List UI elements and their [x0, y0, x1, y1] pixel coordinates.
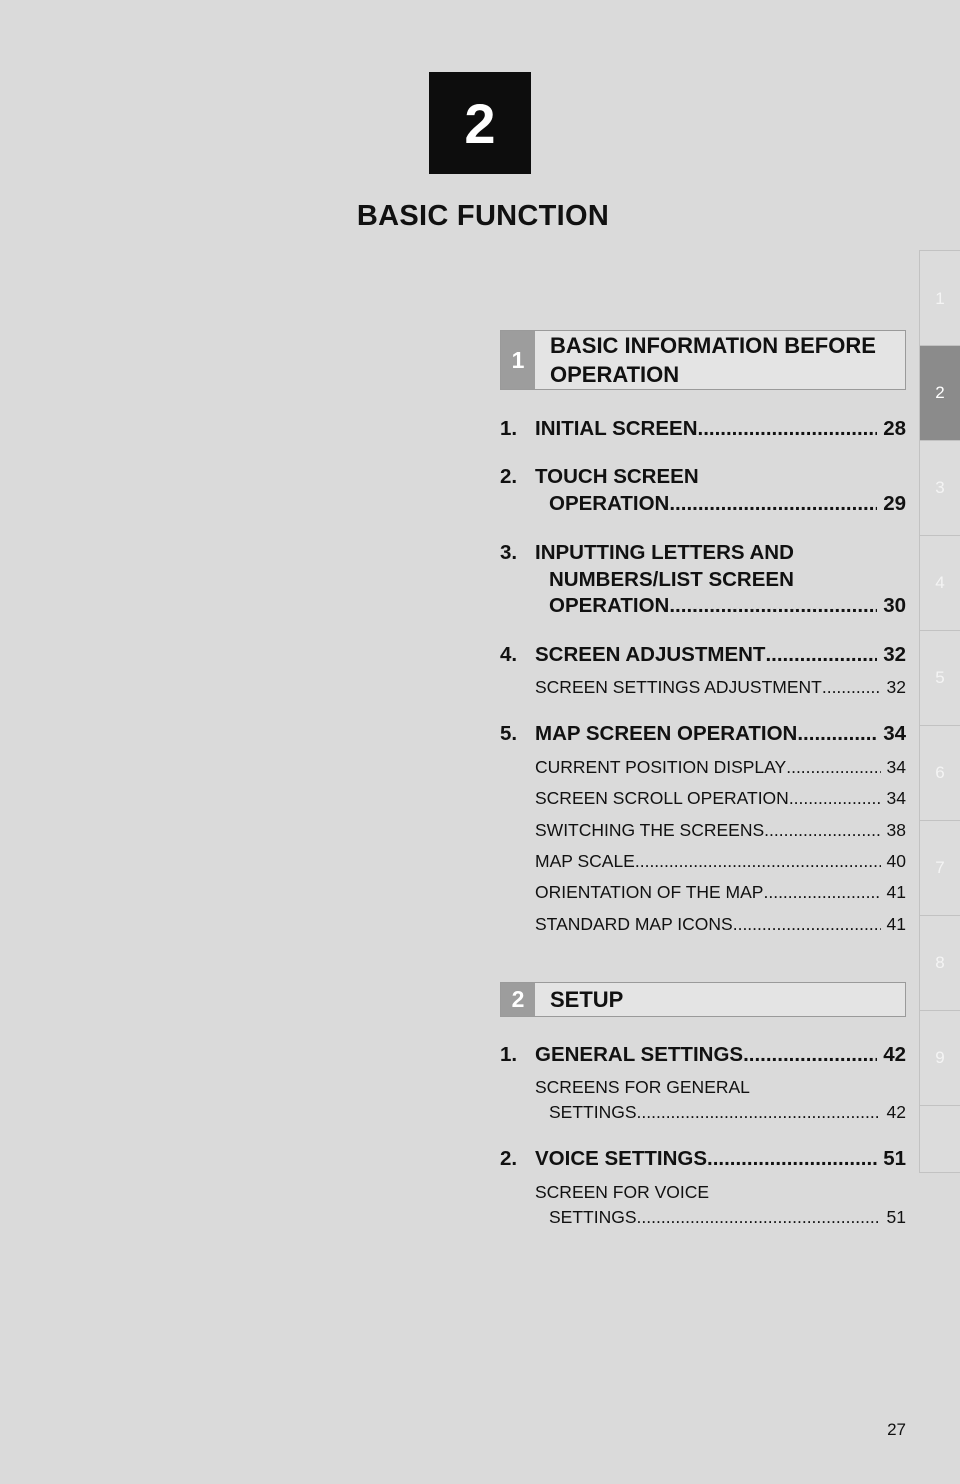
tab-chapter-9[interactable]: 9 — [919, 1010, 960, 1105]
section-header-1 — [500, 330, 906, 390]
page-number: 27 — [887, 1420, 906, 1439]
toc-subentry[interactable]: SCREEN SCROLL OPERATION ..... 34 — [535, 786, 906, 811]
toc-entry[interactable]: 3. INPUTTING LETTERS AND NUMBERS/LIST SCREEN OPERATION ..... 30 — [500, 540, 906, 620]
toc-entry[interactable]: 4. SCREEN ADJUSTMENT ..... 32 — [500, 642, 906, 669]
toc-entry[interactable]: 2. TOUCH SCREEN OPERATION ..... 29 — [500, 464, 906, 517]
toc-entry[interactable]: 2. VOICE SETTINGS ..... 51 — [500, 1146, 906, 1173]
toc-subentry[interactable]: SCREEN FOR VOICE SETTINGS ..... 51 — [535, 1180, 906, 1230]
section-title: BASIC INFORMATION BEFORE OPERATION — [550, 333, 876, 387]
tab-chapter-4[interactable]: 4 — [919, 535, 960, 630]
chapter-tabs — [919, 250, 960, 1173]
chapter-title: BASIC FUNCTION — [356, 200, 610, 232]
section-header-2 — [500, 982, 906, 1017]
toc-entry[interactable]: 1. GENERAL SETTINGS ..... 42 — [500, 1042, 906, 1069]
toc-subentry[interactable]: MAP SCALE ..... 40 — [535, 849, 906, 874]
toc-subentry[interactable]: CURRENT POSITION DISPLAY ..... 34 — [535, 755, 906, 780]
tab-chapter-8[interactable]: 8 — [919, 915, 960, 1010]
section-number: 2 — [501, 983, 535, 1016]
section-number: 1 — [501, 331, 535, 389]
tab-chapter-5[interactable]: 5 — [919, 630, 960, 725]
chapter-number: 2 — [464, 91, 496, 155]
tab-chapter-1[interactable]: 1 — [919, 250, 960, 345]
tab-chapter-7[interactable]: 7 — [919, 820, 960, 915]
section-title: SETUP — [550, 987, 624, 1012]
tab-chapter-2[interactable]: 2 — [919, 345, 960, 440]
tab-chapter-3[interactable]: 3 — [919, 440, 960, 535]
tab-blank — [919, 1105, 960, 1173]
toc-entry[interactable]: 5. MAP SCREEN OPERATION ..... 34 — [500, 721, 906, 748]
chapter-number-box — [429, 72, 531, 174]
toc-subentry[interactable]: STANDARD MAP ICONS ..... 41 — [535, 912, 906, 937]
toc-subentry[interactable]: SCREEN SETTINGS ADJUSTMENT ..... 32 — [535, 675, 906, 700]
toc-subentry[interactable]: SWITCHING THE SCREENS ..... 38 — [535, 818, 906, 843]
toc-subentry[interactable]: ORIENTATION OF THE MAP ..... 41 — [535, 880, 906, 905]
toc-entry[interactable]: 1. INITIAL SCREEN ..... 28 — [500, 416, 906, 443]
toc-subentry[interactable]: SCREENS FOR GENERAL SETTINGS ..... 42 — [535, 1075, 906, 1125]
tab-chapter-6[interactable]: 6 — [919, 725, 960, 820]
